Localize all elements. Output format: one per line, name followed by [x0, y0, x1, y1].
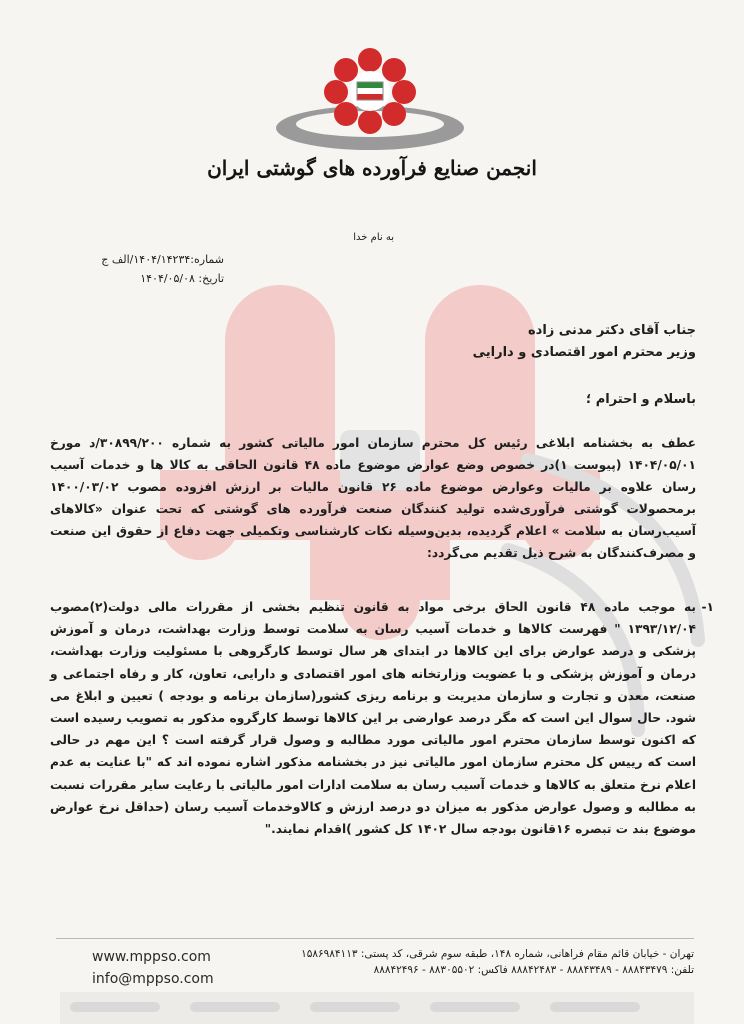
address-line: تهران - خیابان قائم مقام فراهانی، شماره ۱۴۸، طبقه سوم شرقی، کد پستی: ۱۵۸۶۹۸۴۱۱۳: [301, 948, 694, 960]
date-label: تاریخ:: [198, 272, 224, 285]
flower-emblem-icon: [270, 46, 470, 154]
number-label: شماره:: [190, 253, 224, 266]
recipient-name: جناب آقای دکتر مدنی زاده: [528, 323, 696, 338]
footer-contacts: [92, 946, 214, 990]
email-link[interactable]: info@mppso.com: [92, 971, 214, 987]
list-item-number: ۱-: [701, 600, 714, 614]
footer-address: [244, 946, 694, 978]
recipient-block: [473, 320, 696, 364]
intro-paragraph: عطف به بخشنامه ابلاغی رئیس کل محترم سازمان امور مالیاتی کشور به شماره ۳۰۸۹۹/۲۰۰/د مورخ ۱۴۰۴/۰۵/۰۱ (پیوست ۱)در خصوص وضع عوارض موضوع ماده ۴۸ قانون الحاقی به کالا ها و خدمات آسیب رسان علاوه بر مالیات وعوارض موضوع ماده ۲۶ قانون مالیات بر ارزش افزوده مصوب ۱۴۰۰/۰۳/۰۲ برمحصولات گوشتی فرآوری‌شده تولید کنندگان صنعت فرآورده های گوشتی که تحت عنوان «کالاهای آسیب‌رسان به سلامت » اعلام گردیده، بدین‌وسیله نکات کارشناسی وتکمیلی جهت دفاع از حقوق این صنعت و مصرف‌کنندگان به شرح ذیل تقدیم می‌گردد:: [50, 436, 696, 560]
list-item-text: به موجب ماده ۴۸ قانون الحاق برخی مواد به قانون تنظیم بخشی از مقررات مالی دولت(۲)مصوب ۱۳۹۳/۱۲/۰۴ " فهرست کالاها و خدمات آسیب رسان به سلامت توسط وزارت بهداشت، درمان و آموزش پزشکی و درصد عوارض برای این کالاها در ابتدای هر سال توسط کارگروهی با مسئولیت وزارت بهداشت، درمان و آموزش پزشکی و با عضویت وزارتخانه های امور اقتصادی و دارایی، تعاون، کار و رفاه اجتماعی و صنعت، معدن و تجارت و سازمان مدیریت و برنامه ریزی کشور(سازمان برنامه و بودجه ) تعیین و ابلاغ می شود. حال سوال این است که مگر درصد عوارضی بر این کالاها توسط کارگروه مذکور به تصویب رسیده است که اکنون توسط سازمان محترم امور مالیاتی مورد مطالبه و وصول قرار گرفته است ؟ این مهم در حالی است که رییس کل محترم سازمان امور مالیاتی نیز در بخشنامه مذکور اشاره نموده اند که "با عنایت به عدم اعلام نرخ متعلق به کالاها و خدمات آسیب رسان به سلامت ادارات امور مالیاتی با رعایت سایر مقررات نسبت به مطالبه و وصول عوارض مذکور به میزان دو درصد ارزش و کالاوخدمات آسیب رسان (حداقل نرخ عوارض موضوع بند ت تبصره ۱۶قانون بودجه سال ۱۴۰۲ کل کشور )اقدام نمایند.": [50, 600, 697, 837]
footer-divider: [56, 938, 694, 939]
basmala: به نام خدا: [353, 232, 394, 243]
phone-line: تلفن: ۸۸۸۴۳۴۷۹ - ۸۸۸۴۳۴۸۹ - ۸۸۸۴۲۴۸۳ فاکس: ۸۸۳۰۵۵۰۲ - ۸۸۸۴۲۴۹۶: [373, 964, 694, 976]
recipient-title: وزیر محترم امور اقتصادی و دارایی: [472, 345, 696, 360]
greeting: باسلام و احترام ؛: [585, 392, 696, 407]
letterhead-footer: [56, 938, 694, 987]
date-value: ۱۴۰۴/۰۵/۰۸: [140, 272, 195, 285]
organization-name: انجمن صنایع فرآورده های گوشتی ایران: [207, 156, 537, 180]
letter-number-row: [101, 250, 224, 269]
website-link[interactable]: www.mppso.com: [92, 949, 211, 965]
number-value: ۱۴۰۴/۱۴۲۳۴/الف ج: [101, 253, 191, 266]
letter-date-row: [101, 269, 224, 288]
footer-pattern-stripe: [60, 992, 694, 1024]
letter-meta: [101, 250, 224, 288]
list-item: [50, 596, 714, 840]
